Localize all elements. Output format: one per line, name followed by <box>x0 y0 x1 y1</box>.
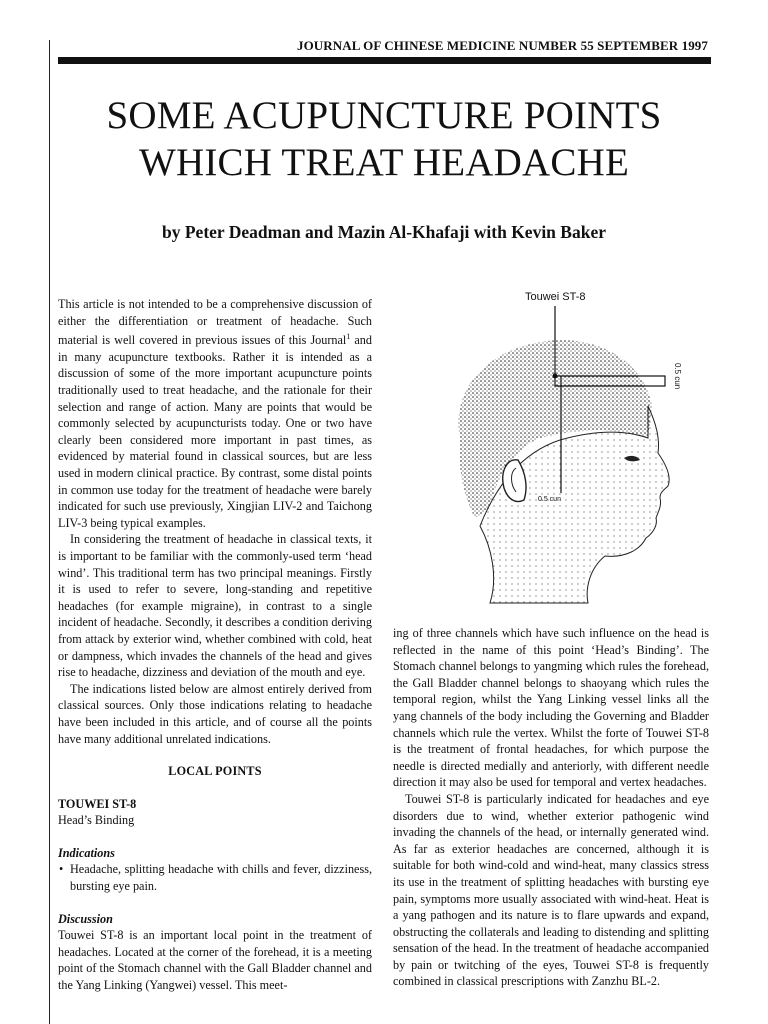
header-rule <box>58 57 711 64</box>
journal-header: JOURNAL OF CHINESE MEDICINE NUMBER 55 SEPTEMBER 1997 <box>296 38 708 53</box>
head-wind-paragraph: In considering the treatment of headache in classical texts, it is important to be familiar with the commonly-used term ‘head wind’. This traditional term has two principal meanings. Firstly it is used to refer to severe, long-standing and repetitive headaches (for example migraine), in contrast to a single incident of headache. Secondly, it describes a condition deriving from attack by exterior wind, whether combined with cold, heat or dampness, which invades the channels of the head and gives rise to headache, dizziness and deviation of the mouth and eye. <box>58 532 372 680</box>
right-column <box>393 625 709 990</box>
wind-paragraph: Touwei ST-8 is particularly indicated for headaches and eye disorders due to wind, whether exterior pathogenic wind invading the channels of the head, or internally generated wind. As far as exterior headaches are concerned, although it is suitable for both wind-cold and wind-heat, many classics stress its use in the treatment of splitting headaches with bursting eye pain, symptoms more usually associated with wind-heat. Heat is a yang pathogen and its nature is to flare upwards and expand, obstructing the collaterals and leading to distending and splitting sensation of the head. In the treatment of headache accompanied by pain or twitching of the eyes, Touwei ST-8 is frequently combined in classical prescriptions with Zanzhu BL-2. <box>393 791 709 989</box>
figure-label-small: 0.5 cun <box>538 496 561 503</box>
indications-source-paragraph: The indications listed below are almost entirely derived from classical sources. Only those indications relating to headache have been included in this article, and of course all the points have many additional unrelated indications. <box>58 681 372 746</box>
footnote-marker: 1 <box>346 332 351 342</box>
point-translation: Head’s Binding <box>58 813 135 828</box>
left-column <box>58 296 372 994</box>
head-illustration <box>420 288 710 608</box>
figure-label-side: 0.5 cun <box>673 363 682 390</box>
intro-paragraph: This article is not intended to be a comprehensive discussion of either the differentiation or treatment of headache. Such material is well covered in previous issues of this Journal$^1$ and in many acupuncture textbooks. Rather it is intended as a discussion of some of the more important acupuncture points traditionally used to treat headache, and the rationale for their selection and range of action. Many are points that would be commonly selected by acupuncturists today. One or two have clearly been considered more important in past times, as evidenced by material found in classical sources, but are less used in modern clinical practice. By contrast, some distal points in common use today for the treatment of headache were barely indicated for such use previously, Xingjian LIV-2 and Taichong LIV-3 being typical examples. <box>58 297 372 530</box>
title-line-2: WHICH TREAT HEADACHE <box>138 141 630 184</box>
discussion-paragraph: Touwei ST-8 is an important local point in the treatment of headaches. Located at the corner of the forehead, it is a meeting point of the Stomach channel with the Gall Bladder channel and the Yang Linking (Yangwei) vessel. This meet- <box>58 928 372 993</box>
continuation-paragraph: ing of three channels which have such influence on the head is reflected in the name of this point ‘Head’s Binding’. The Stomach channel belongs to yangming which rules the forehead, the Gall Bladder channel belongs to shaoyang which rules the temporal region, whilst the Yang Linking vessel links all the yang channels of the body including the Governing and Bladder channels which rule the vertex. Whilst the forte of Touwei ST-8 is the treatment of frontal headaches, for which purpose the needle is directed medially and anteriorly, with different needle direction it may also be used for temporal and vertex headaches. <box>393 626 709 790</box>
indications-list <box>58 861 372 894</box>
point-marker <box>553 374 558 379</box>
article-byline: by Peter Deadman and Mazin Al-Khafaji with Kevin Baker <box>162 222 606 242</box>
indication-item: • Headache, splitting headache with chills and fever, dizziness, bursting eye pain. <box>58 861 372 894</box>
indications-heading: Indications <box>58 845 115 860</box>
article-title <box>50 92 718 186</box>
figure-label-point: Touwei ST-8 <box>525 291 586 303</box>
head-profile-drawing <box>420 288 710 608</box>
point-name: TOUWEI ST-8 <box>58 796 137 811</box>
page-border-line <box>49 40 50 1024</box>
discussion-heading: Discussion <box>58 911 113 926</box>
section-heading: LOCAL POINTS <box>168 764 262 779</box>
title-line-1: SOME ACUPUNCTURE POINTS <box>106 94 662 137</box>
